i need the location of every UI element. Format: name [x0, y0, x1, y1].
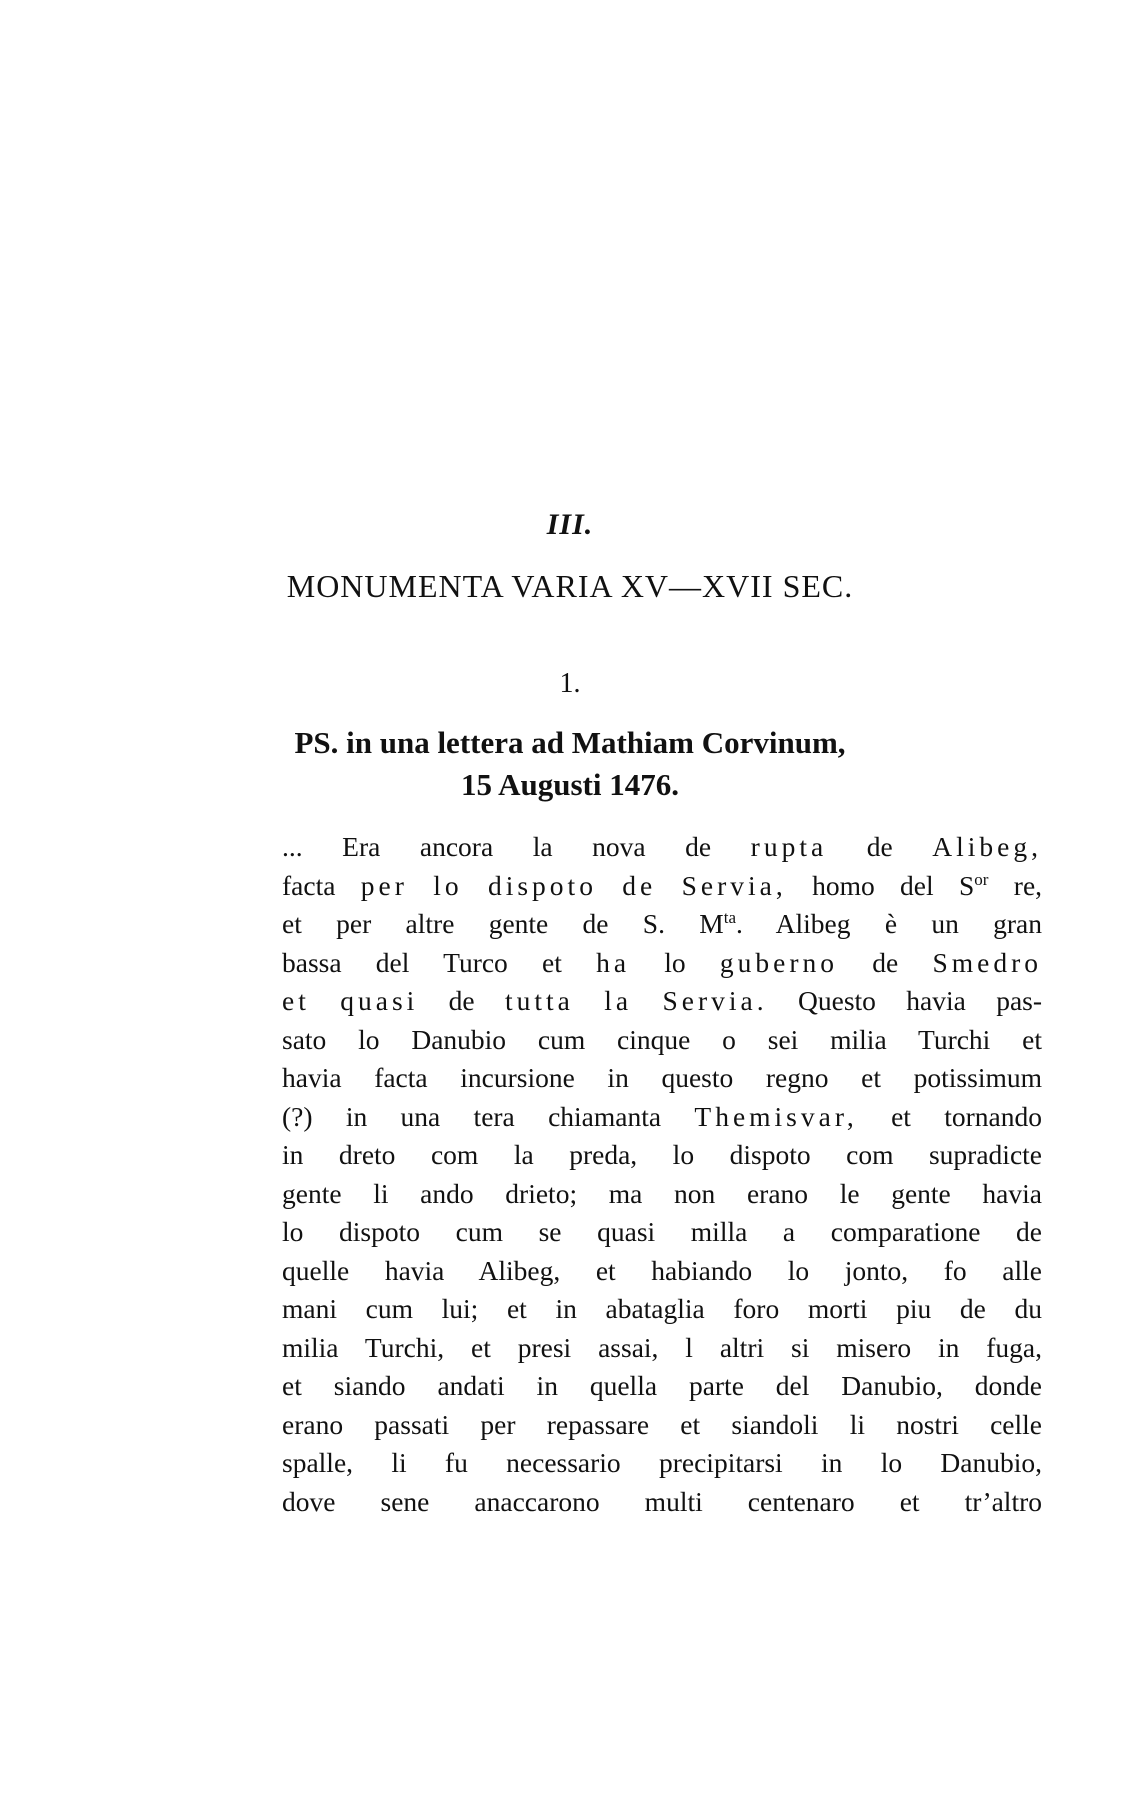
- text-line-8: (?) in una tera chiamanta Themisvar, et tornando: [282, 1100, 1042, 1132]
- spaced-word: tutta: [505, 985, 574, 1016]
- text-line-18: dove sene anaccarono multi centenaro et tr’altro: [282, 1485, 1042, 1517]
- text-line-1: ... Era ancora la nova de rupta de Alibeg,: [282, 831, 1042, 862]
- text-line-11: lo dispoto cum se quasi milla a comparatione de: [282, 1216, 1042, 1247]
- letter-text: [282, 828, 1042, 1521]
- superscript: or: [974, 869, 989, 889]
- spaced-word: quasi: [340, 985, 419, 1016]
- spaced-word: dispoto: [487, 869, 597, 901]
- text-line-16: erano passati per repassare et siandoli li nostri celle: [282, 1408, 1042, 1440]
- spaced-word: per: [360, 869, 408, 901]
- spaced-word: Smedro: [932, 946, 1042, 978]
- text-fragment: et per altre gente de S. M: [282, 908, 724, 939]
- text-line-7: havia facta incursione in questo regno et potissimum: [282, 1062, 1042, 1093]
- spaced-word: rupta: [750, 831, 828, 862]
- text-line-12: quelle havia Alibeg, et habiando lo jonto, fo alle: [282, 1254, 1042, 1286]
- spaced-word: guberno: [719, 946, 839, 978]
- text-line-14: milia Turchi, et presi assai, l altri si misero in fuga,: [282, 1331, 1042, 1363]
- text-line-6: sato lo Danubio cum cinque o sei milia Turchi et: [282, 1023, 1042, 1055]
- text-fragment: . Alibeg è un gran: [736, 908, 1042, 939]
- text-line-17: spalle, li fu necessario precipitarsi in lo Danubio,: [282, 1447, 1042, 1478]
- spaced-word: lo: [433, 869, 463, 901]
- text-line-15: et siando andati in quella parte del Danubio, donde: [282, 1370, 1042, 1401]
- text-line-3: [282, 905, 1042, 944]
- document-heading-line-1: PS. in una lettera ad Mathiam Corvinum,: [294, 725, 846, 760]
- document-heading-line-2: 15 Augusti 1476.: [461, 767, 679, 802]
- spaced-word: et: [282, 985, 310, 1016]
- text-line-2: facta per lo dispoto de Servia, homo del $S^{or}$ re,: [282, 869, 1043, 901]
- section-title: MONUMENTA VARIA XV—XVII SEC.: [286, 568, 854, 604]
- spaced-word: la: [604, 985, 633, 1016]
- text-line-10: gente li ando drieto; ma non erano le gente havia: [282, 1177, 1042, 1209]
- text-line-9: in dreto com la preda, lo dispoto com supradicte: [282, 1139, 1042, 1170]
- spaced-word: Alibeg,: [932, 831, 1042, 862]
- spaced-word: Servia.: [662, 985, 768, 1016]
- document-number: 1.: [559, 668, 581, 699]
- spaced-word: de: [622, 869, 657, 901]
- spaced-word: ha: [596, 946, 631, 978]
- spaced-word: Servia,: [681, 869, 787, 901]
- text-line-5: et quasi de tutta la Servia. Questo havia pas-: [282, 985, 1043, 1016]
- section-numeral: III.: [546, 508, 594, 541]
- text-line-4: bassa del Turco et ha lo guberno de Smedro: [282, 946, 1042, 978]
- document-heading: [0, 722, 1140, 806]
- superscript: ta: [723, 907, 737, 927]
- text-fragment: re,: [988, 869, 1043, 901]
- spaced-word: Themisvar,: [694, 1100, 858, 1132]
- text-line-13: mani cum lui; et in abataglia foro morti piu de du: [282, 1293, 1042, 1324]
